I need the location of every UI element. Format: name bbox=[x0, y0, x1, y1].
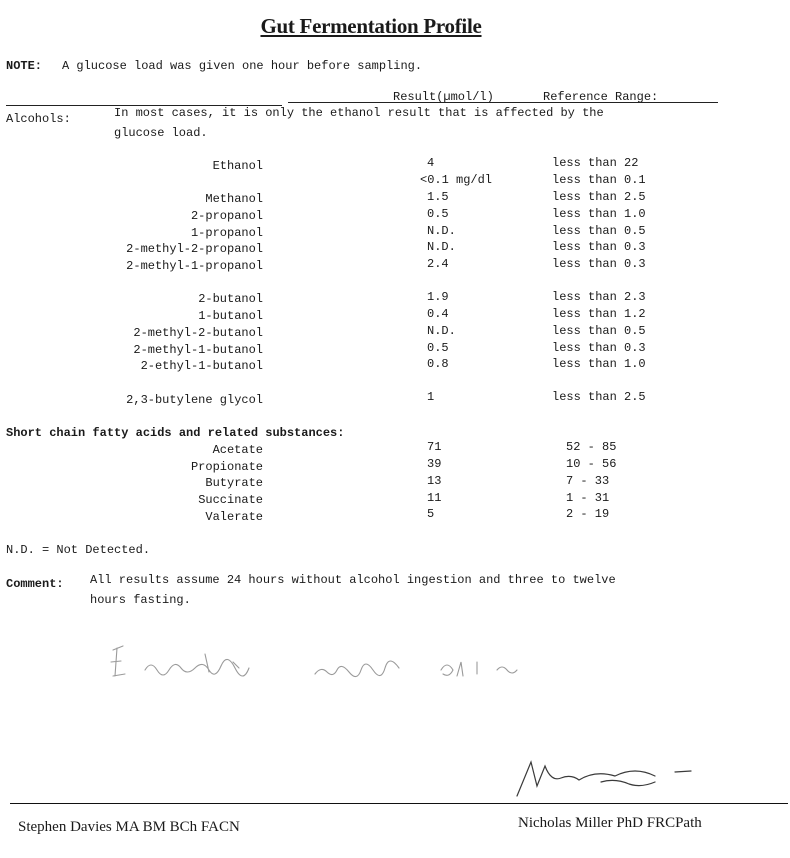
signatory-left: Stephen Davies MA BM BCh FACN bbox=[18, 819, 240, 835]
note-label: NOTE: bbox=[6, 59, 43, 73]
comment-line1: All results assume 24 hours without alcohol ingestion and three to twelve bbox=[90, 573, 616, 587]
alcohol-result: N.D. bbox=[427, 324, 456, 338]
scfa-name: Acetate bbox=[212, 443, 263, 457]
alcohol-result: 0.8 bbox=[427, 357, 449, 371]
alcohols-note-line1: In most cases, it is only the ethanol result that is affected by the bbox=[114, 106, 604, 120]
alcohol-name: Methanol bbox=[205, 192, 263, 206]
scfa-result: 39 bbox=[427, 457, 442, 471]
alcohol-name: 2-methyl-2-propanol bbox=[126, 242, 263, 256]
alcohol-result: 0.5 bbox=[427, 207, 449, 221]
alcohol-name: Ethanol bbox=[212, 159, 263, 173]
reference-column-header: Reference Range: bbox=[543, 90, 659, 104]
alcohols-label: Alcohols: bbox=[6, 112, 71, 126]
scfa-name: Butyrate bbox=[205, 476, 263, 490]
alcohols-note-line2: glucose load. bbox=[114, 126, 208, 140]
alcohol-name: 1-butanol bbox=[198, 309, 263, 323]
alcohol-reference: less than 0.5 bbox=[552, 224, 646, 238]
alcohol-reference: less than 22 bbox=[552, 156, 639, 170]
signatory-right: Nicholas Miller PhD FRCPath bbox=[518, 815, 702, 831]
comment-line2: hours fasting. bbox=[90, 593, 191, 607]
alcohol-reference: less than 0.3 bbox=[552, 257, 646, 271]
scfa-reference: 10 - 56 bbox=[566, 457, 617, 471]
alcohol-name: 2-methyl-2-butanol bbox=[133, 326, 263, 340]
note-text: A glucose load was given one hour before sampling. bbox=[62, 59, 423, 73]
alcohol-result: 0.5 bbox=[427, 341, 449, 355]
alcohol-reference: less than 2.3 bbox=[552, 290, 646, 304]
signature-rule bbox=[10, 803, 788, 804]
alcohol-result: N.D. bbox=[427, 224, 456, 238]
header-rule-right bbox=[288, 102, 718, 103]
alcohol-reference: less than 1.0 bbox=[552, 207, 646, 221]
scfa-reference: 7 - 33 bbox=[566, 474, 610, 488]
scfa-label: Short chain fatty acids and related substances: bbox=[6, 426, 345, 440]
alcohol-name: 1-propanol bbox=[190, 226, 263, 240]
alcohol-result: 1 bbox=[427, 390, 435, 404]
alcohol-name: 2-methyl-1-butanol bbox=[133, 343, 263, 357]
alcohol-result: 1.9 bbox=[427, 290, 449, 304]
alcohol-reference: less than 1.0 bbox=[552, 357, 646, 371]
alcohol-name: 2-butanol bbox=[198, 292, 263, 306]
alcohol-reference: less than 0.3 bbox=[552, 341, 646, 355]
alcohol-reference: less than 0.1 bbox=[552, 173, 646, 187]
scfa-result: 5 bbox=[427, 507, 435, 521]
alcohol-result: <0.1 mg/dl bbox=[420, 173, 493, 187]
scfa-name: Valerate bbox=[205, 510, 263, 524]
scfa-reference: 1 - 31 bbox=[566, 491, 610, 505]
scfa-name: Succinate bbox=[198, 493, 263, 507]
scfa-result: 71 bbox=[427, 440, 442, 454]
scfa-name: Propionate bbox=[190, 460, 263, 474]
alcohol-reference: less than 2.5 bbox=[552, 390, 646, 404]
alcohol-result: 4 bbox=[427, 156, 435, 170]
alcohol-result: 1.5 bbox=[427, 190, 449, 204]
alcohol-result: 2.4 bbox=[427, 257, 449, 271]
alcohol-reference: less than 0.5 bbox=[552, 324, 646, 338]
alcohol-result: N.D. bbox=[427, 240, 456, 254]
nd-note: N.D. = Not Detected. bbox=[6, 543, 151, 557]
alcohol-name: 2,3-butylene glycol bbox=[126, 393, 263, 407]
scfa-result: 11 bbox=[427, 491, 442, 505]
alcohol-name: 2-ethyl-1-butanol bbox=[140, 359, 263, 373]
alcohol-name: 2-methyl-1-propanol bbox=[126, 259, 263, 273]
document-title: Gut Fermentation Profile bbox=[260, 14, 482, 38]
signature bbox=[505, 752, 705, 802]
comment-label: Comment: bbox=[6, 577, 64, 591]
alcohol-reference: less than 2.5 bbox=[552, 190, 646, 204]
alcohol-name: 2-propanol bbox=[190, 209, 263, 223]
scfa-result: 13 bbox=[427, 474, 442, 488]
handwritten-annotation bbox=[105, 640, 535, 700]
alcohol-reference: less than 1.2 bbox=[552, 307, 646, 321]
result-column-header: Result(µmol/l) bbox=[393, 90, 494, 104]
alcohol-result: 0.4 bbox=[427, 307, 449, 321]
alcohol-reference: less than 0.3 bbox=[552, 240, 646, 254]
scfa-reference: 2 - 19 bbox=[566, 507, 610, 521]
scfa-reference: 52 - 85 bbox=[566, 440, 617, 454]
